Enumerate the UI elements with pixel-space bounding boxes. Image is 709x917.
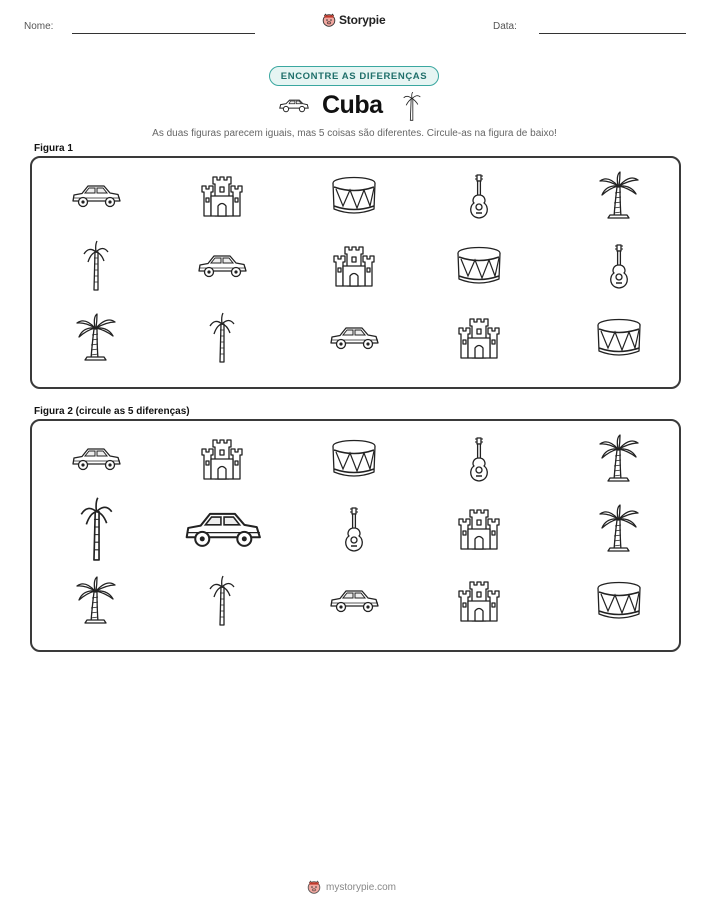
palm-tree-icon[interactable] bbox=[598, 434, 640, 484]
footer bbox=[307, 880, 396, 894]
drum-icon[interactable] bbox=[595, 580, 643, 622]
vintage-car-icon[interactable] bbox=[328, 586, 380, 616]
brand-name: Storypie bbox=[339, 13, 386, 27]
name-label: Nome: bbox=[24, 21, 54, 32]
vintage-car-icon[interactable] bbox=[70, 444, 122, 474]
palm-tree-icon[interactable] bbox=[75, 576, 117, 626]
castle-icon[interactable] bbox=[200, 437, 244, 481]
guitar-icon[interactable] bbox=[465, 434, 493, 484]
name-line[interactable] bbox=[72, 33, 255, 34]
title-row bbox=[0, 92, 709, 122]
instructions-text: As duas figuras parecem iguais, mas 5 coisas são diferentes. Circule-as na figura de baixo! bbox=[152, 128, 557, 139]
guitar-icon bbox=[605, 241, 633, 291]
vintage-car-icon bbox=[70, 181, 122, 211]
castle-icon bbox=[332, 244, 376, 288]
castle-icon bbox=[200, 174, 244, 218]
activity-badge: ENCONTRE AS DIFERENÇAS bbox=[269, 66, 439, 86]
castle-icon bbox=[457, 316, 501, 360]
tall-palm-tree-icon[interactable] bbox=[80, 496, 113, 563]
palm-tree-icon[interactable] bbox=[598, 504, 640, 554]
drum-icon bbox=[330, 175, 378, 217]
figure-2-label: Figura 2 (circule as 5 diferenças) bbox=[34, 406, 190, 417]
brand-logo bbox=[322, 13, 385, 27]
pig-mascot-icon bbox=[322, 13, 336, 27]
vintage-car-icon bbox=[328, 323, 380, 353]
castle-icon[interactable] bbox=[457, 507, 501, 551]
drum-icon bbox=[595, 317, 643, 359]
vintage-car-icon[interactable] bbox=[182, 506, 263, 553]
guitar-icon[interactable] bbox=[340, 504, 368, 554]
date-line[interactable] bbox=[539, 33, 686, 34]
drum-icon bbox=[455, 245, 503, 287]
page-title: Cuba bbox=[322, 91, 383, 119]
pig-mascot-icon bbox=[307, 880, 321, 894]
palm-tree-icon bbox=[403, 92, 421, 122]
drum-icon[interactable] bbox=[330, 438, 378, 480]
figure-2-panel[interactable] bbox=[30, 419, 681, 652]
date-label: Data: bbox=[493, 21, 517, 32]
palm-tree-icon bbox=[75, 313, 117, 363]
tall-palm-tree-icon bbox=[209, 312, 235, 364]
vintage-car-icon bbox=[278, 97, 310, 114]
palm-tree-icon bbox=[598, 171, 640, 221]
guitar-icon bbox=[465, 171, 493, 221]
figure-1-panel bbox=[30, 156, 681, 389]
footer-url[interactable]: mystorypie.com bbox=[326, 881, 397, 893]
tall-palm-tree-icon bbox=[83, 240, 109, 292]
figure-1-label: Figura 1 bbox=[34, 143, 73, 154]
tall-palm-tree-icon[interactable] bbox=[209, 575, 235, 627]
vintage-car-icon bbox=[196, 251, 248, 281]
castle-icon[interactable] bbox=[457, 579, 501, 623]
